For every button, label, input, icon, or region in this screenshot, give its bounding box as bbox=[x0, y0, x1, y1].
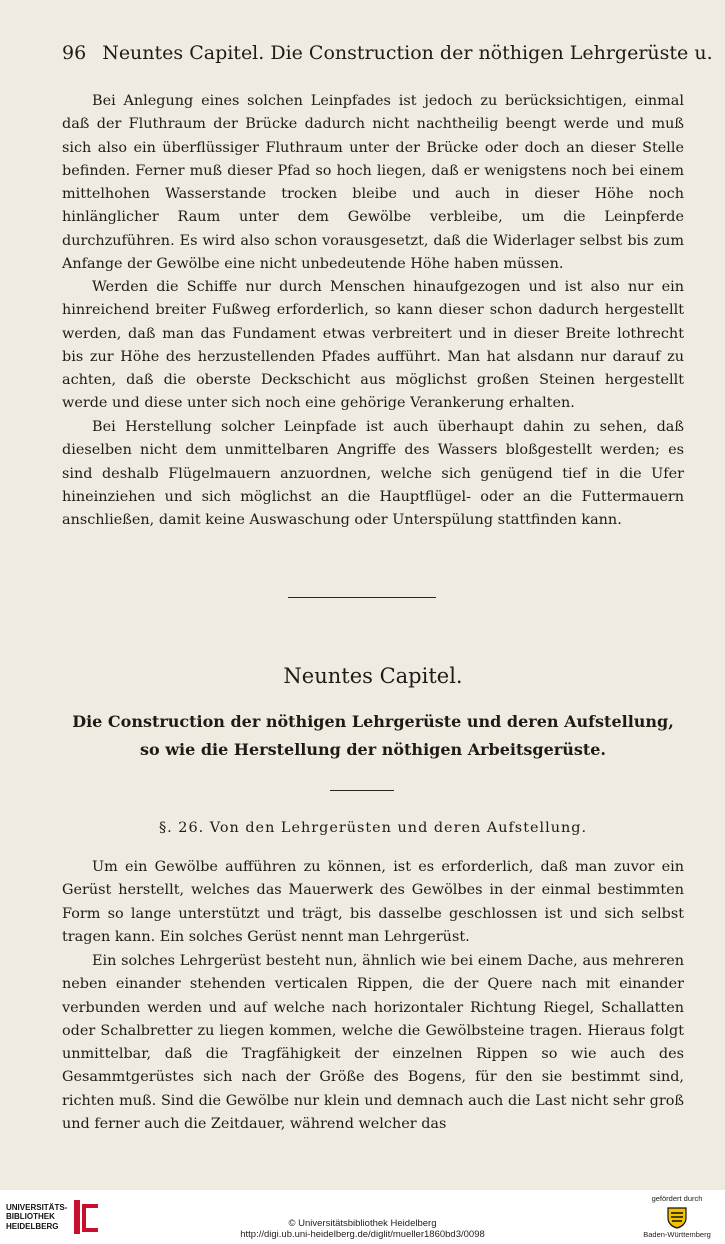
funder-block[interactable] bbox=[637, 1194, 717, 1239]
running-title: Neuntes Capitel. Die Construction der nöthigen Lehrgerüste u. bbox=[102, 42, 713, 64]
footer-bar bbox=[0, 1190, 725, 1244]
library-name-line-1: UNIVERSITÄTS- bbox=[6, 1202, 68, 1212]
section-heading: §. 26. Von den Lehrgerüsten und deren Aufstellung. bbox=[158, 820, 588, 836]
baden-wuerttemberg-crest-icon bbox=[666, 1205, 688, 1229]
paragraph-lehrgeruest: Ein solches Lehrgerüst besteht nun, ähnlich wie bei einem Dache, aus mehreren neben einander stehenden verticalen Rippen, die der Quere nach mit einander verbunden werden und auf welche nach horizontaler Richtung Riegel, Schallatten oder Schalbretter zu liegen kommen, welche die Gewölbsteine tragen. Hieraus folgt unmittelbar, daß die Tragfähigkeit der einzelnen Rippen so wie auch des Gesammtgerüstes sich nach der Größe des Bogens, für den sie bestimmt sind, richten muß. Sind die Gewölbe nur klein und demnach auch die Last nicht sehr groß und ferner auch die Zeitdauer, während welcher das bbox=[62, 953, 684, 1133]
section-divider bbox=[288, 597, 436, 598]
page-number: 96 bbox=[62, 42, 87, 64]
chapter-subtitle bbox=[62, 708, 684, 764]
chapter-subtitle-line-1: Die Construction der nöthigen Lehrgerüste und deren Aufstellung, bbox=[72, 712, 674, 731]
funder-name: Baden-Württemberg bbox=[643, 1230, 711, 1239]
paragraph-schiffe: Werden die Schiffe nur durch Menschen hinaufgezogen und ist also nur ein hinreichend breiter Fußweg erforderlich, so kann dieser schon dadurch hergestellt werden, daß man das Fundament etwas verbreitert und in dieser Breite lothrecht bis zur Höhe des herzustellenden Pfades aufführt. Man hat alsdann nur darauf zu achten, daß die oberste Deckschicht aus möglichst großen Steinen hergestellt werde und diese unter sich noch eine gehörige Verankerung erhalten. bbox=[62, 279, 684, 412]
paragraph-geruest: Um ein Gewölbe aufführen zu können, ist es erforderlich, daß man zuvor ein Gerüst herstellt, welches das Mauerwerk des Gewölbes in der einmal bestimmten Form so lange unterstützt und trägt, bis dasselbe geschlossen ist und sich selbst tragen kann. Ein solches Gerüst nennt man Lehrgerüst. bbox=[62, 859, 684, 945]
library-name-line-3: HEIDELBERG bbox=[6, 1221, 59, 1231]
paragraph-leinpfad: Bei Anlegung eines solchen Leinpfades ist jedoch zu berücksichtigen, einmal daß der Fluthraum der Brücke dadurch nicht nachtheilig beengt werde und muß sich also ein überflüssiger Fluthraum unter der Brücke oder doch an dieser Stelle befinden. Ferner muß dieser Pfad so hoch liegen, daß er wenigstens noch bei einem mittelhohen Wasserstande trocken bleibe und auch in dieser Höhe noch hinlänglicher Raum unter dem Gewölbe verbleibe, um die Leinpferde durchzuführen. Es wird also schon vorausgesetzt, daß die Widerlager selbst bis zum Anfange der Gewölbe eine nicht unbedeutende Höhe haben müssen. bbox=[62, 93, 684, 273]
funded-by-label: gefördert durch bbox=[651, 1194, 703, 1203]
running-header bbox=[62, 42, 713, 64]
library-name-line-2: BIBLIOTHEK bbox=[6, 1212, 55, 1222]
permalink[interactable]: http://digi.ub.uni-heidelberg.de/diglit/mueller1860bd3/0098 bbox=[240, 1229, 485, 1240]
short-divider bbox=[330, 790, 394, 791]
chapter-subtitle-line-2: so wie die Herstellung der nöthigen Arbeitsgerüste. bbox=[140, 740, 606, 759]
copyright-text: © Universitätsbibliothek Heidelberg bbox=[288, 1218, 437, 1229]
paragraph-herstellung: Bei Herstellung solcher Leinpfade ist auch überhaupt dahin zu sehen, daß dieselben nicht dem unmittelbaren Angriffe des Wassers bloßgestellt werden; es sind deshalb Flügelmauern anzuordnen, welche sich genügend tief in die Ufer hineinziehen und sich möglichst an die Hauptflügel- oder an die Futtermauern anschließen, damit keine Auswaschung oder Unterspülung stattfinden kann. bbox=[62, 419, 684, 529]
copyright-block bbox=[0, 1218, 725, 1240]
chapter-title: Neuntes Capitel. bbox=[283, 664, 463, 688]
